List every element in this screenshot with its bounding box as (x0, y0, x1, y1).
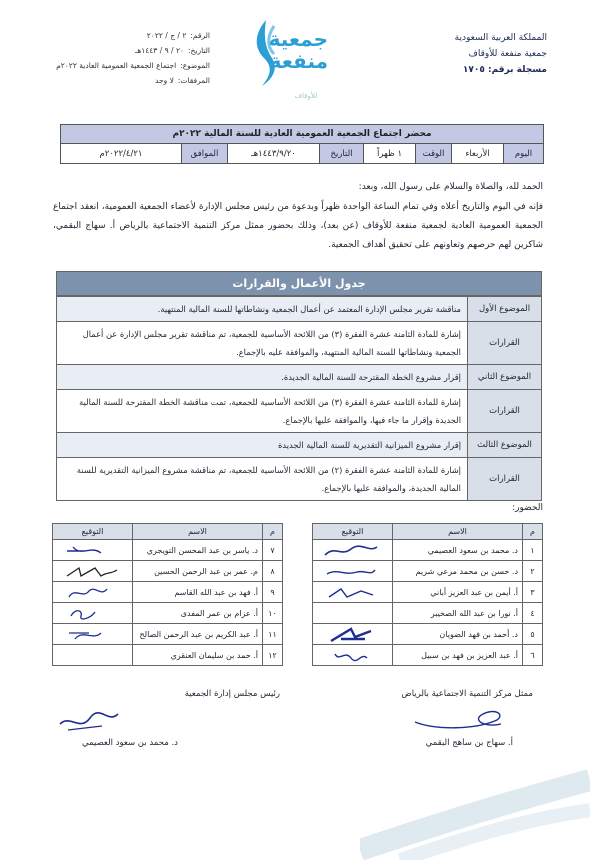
signature-icon (61, 564, 121, 580)
signature-cell (53, 561, 133, 582)
signature-cell (313, 603, 393, 624)
meta-subject: الموضوع: اجتماع الجمعية العمومية العادية ٢٠٢٢م (56, 61, 210, 70)
col-num: م (263, 524, 283, 540)
minutes-title: محضر اجتماع الجمعية العمومية العادية للسنة المالية ٢٠٢٢م (61, 125, 543, 144)
attendee-name: أ. عبد الكريم بن عبد الرحمن الصالح (133, 624, 263, 645)
center-representative-name: أ. سهاج بن ساهج البقمي (425, 738, 513, 748)
table-row: ١٢ أ. حمد بن سليمان العنقري (53, 645, 283, 666)
signature-icon (321, 627, 381, 643)
col-name: الاسم (133, 524, 263, 540)
signature-icon (61, 606, 121, 622)
signature-cell (313, 645, 393, 666)
agenda-table (56, 271, 542, 501)
table-row: ١٠ أ. عزام بن عمر المفدى (53, 603, 283, 624)
time-label: الوقت (415, 144, 451, 163)
attendee-name: أ. حمد بن سليمان العنقري (133, 645, 263, 666)
attendance-label: الحضور: (512, 503, 543, 513)
attendee-name: د. أحمد بن فهد الضويان (393, 624, 523, 645)
agenda-key: الموضوع الأول (467, 297, 541, 321)
table-row: ٩ أ. فهد بن عبد الله القاسم (53, 582, 283, 603)
signature-cell (53, 645, 133, 666)
signature-cell (53, 582, 133, 603)
agenda-row (57, 457, 541, 500)
kingdom-line: المملكة العربية السعودية (454, 33, 547, 43)
table-header-row (53, 524, 283, 540)
date-value: ١٤٤٣/٩/٢٠هـ (227, 144, 319, 163)
agenda-key: القرارات (467, 390, 541, 432)
meta-attachments: المرفقات: لا وجد (155, 76, 210, 85)
agenda-key: القرارات (467, 458, 541, 500)
signature-icon (61, 627, 121, 643)
table-row: ٣ أ. أيمن بن عبد العزيز أباني (313, 582, 543, 603)
org-header (377, 30, 547, 78)
attendee-name: أ. عزام بن عمر المفدى (133, 603, 263, 624)
attendee-name: د. ياسر بن عبد المحسن التويجري (133, 540, 263, 561)
table-row: ٤ أ. نورا بن عبد الله الصخيبر (313, 603, 543, 624)
corresp-value: ٢٠٢٢/٤/٢١م (99, 148, 143, 159)
agenda-row (57, 296, 541, 321)
agenda-value: مناقشة تقرير مجلس الإدارة المعتمد عن أعمال الجمعية ونشاطاتها للسنة المالية المنتهية. (57, 297, 467, 321)
greeting: الحمد لله، والصلاة والسلام على رسول الله، وبعد: (358, 182, 543, 192)
board-chair-title: رئيس مجلس إدارة الجمعية (184, 689, 280, 699)
signature-cell (313, 582, 393, 603)
signature-cell (53, 540, 133, 561)
agenda-value: إشارة للمادة الثامنة عشرة الفقرة (٣) من اللائحة الأساسية للجمعية، تمت مناقشة الخطة المقترحة للسنة المالية الجديدة وإقرار ما جاء فيها، والموافقة عليها بالإجماع. (79, 397, 461, 425)
col-name: الاسم (393, 524, 523, 540)
signature-cell (313, 561, 393, 582)
watermark-icon (360, 770, 590, 860)
day-label: اليوم (503, 144, 543, 163)
attendee-name: أ. نورا بن عبد الله الصخيبر (393, 603, 523, 624)
attendee-name: د. حسن بن محمد مرعي شريم (393, 561, 523, 582)
logo-subtitle: للأوقاف (294, 92, 318, 100)
table-row: ٦ أ. عبد العزيز بن فهد بن سبيل (313, 645, 543, 666)
attendance-table-left (52, 523, 283, 666)
col-signature: التوقيع (313, 524, 393, 540)
signature-icon (321, 648, 381, 664)
logo-wordmark: جمعية منفعة (268, 27, 328, 73)
time-value: ١ ظهراً (363, 144, 415, 163)
agenda-key: الموضوع الثالث (467, 433, 541, 457)
signature-cell (313, 624, 393, 645)
agenda-row (57, 389, 541, 432)
col-signature: التوقيع (53, 524, 133, 540)
corresp-label: الموافق (181, 144, 227, 163)
agenda-row (57, 321, 541, 364)
agenda-value: إقرار مشروع الميزانية التقديرية للسنة المالية الجديدة (57, 433, 467, 457)
attendee-name: أ. أيمن بن عبد العزيز أباني (393, 582, 523, 603)
signature-cell (313, 540, 393, 561)
agenda-row (57, 364, 541, 389)
attendee-name: أ. عبد العزيز بن فهد بن سبيل (393, 645, 523, 666)
table-row: ٢ د. حسن بن محمد مرعي شريم (313, 561, 543, 582)
agenda-value: إقرار مشروع الخطة المقترحة للسنة المالية الجديدة. (57, 365, 467, 389)
agenda-row (57, 432, 541, 457)
minutes-info-row (61, 144, 543, 163)
meta-number: الرقم: ٢ / ج / ٢٠٢٢ (146, 31, 210, 40)
table-row: ١١ أ. عبد الكريم بن عبد الرحمن الصالح (53, 624, 283, 645)
representative-signature-icon (405, 700, 515, 734)
col-num: م (523, 524, 543, 540)
day-value: الأربعاء (451, 144, 503, 163)
center-representative-title: ممثل مركز التنمية الاجتماعية بالرياض (401, 689, 533, 699)
agenda-value: إشارة للمادة الثامنة عشرة الفقرة (٣) من اللائحة الأساسية للجمعية، تم مناقشة تقرير مجلس الإدارة عن أعمال الجمعية ونشاطاتها للسنة المالية المنتهية، والموافقة عليه بالإجماع. (82, 329, 461, 357)
table-row: ٥ د. أحمد بن فهد الضويان (313, 624, 543, 645)
attendee-name: م. عمر بن عبد الرحمن الحسين (133, 561, 263, 582)
chair-signature-icon (54, 704, 124, 738)
attendee-name: د. محمد بن سعود العصيمي (393, 540, 523, 561)
minutes-header-table (60, 124, 544, 164)
table-header-row (313, 524, 543, 540)
agenda-key: القرارات (467, 322, 541, 364)
table-row: ٧ د. ياسر بن عبد المحسن التويجري (53, 540, 283, 561)
signature-icon (321, 585, 381, 601)
attendee-name: أ. فهد بن عبد الله القاسم (133, 582, 263, 603)
signature-icon (61, 585, 121, 601)
signature-icon (61, 543, 121, 559)
agenda-key: الموضوع الثاني (467, 365, 541, 389)
agenda-value: إشارة للمادة الثامنة عشرة الفقرة (٢) من اللائحة الأساسية للجمعية، تم مناقشة مشروع الميزانية التقديرية للسنة المالية الجديدة، والموافقة عليها بالإجماع. (76, 465, 461, 493)
signature-icon (321, 543, 381, 559)
org-name-line: جمعية منفعة للأوقاف (468, 49, 547, 59)
signature-cell (53, 603, 133, 624)
meta-date: التاريخ: ٢٠ / ٩ / ١٤٤٣هـ (135, 46, 210, 55)
letter-meta (20, 28, 210, 88)
attendance-table-right (312, 523, 543, 666)
board-chair-name: د. محمد بن سعود العصيمي (82, 738, 178, 748)
date-label: التاريخ (319, 144, 363, 163)
table-row: ٨ م. عمر بن عبد الرحمن الحسين (53, 561, 283, 582)
intro-paragraph: فإنه في اليوم والتاريخ أعلاه وفي تمام الساعة الواحدة ظهراً وبدعوة من رئيس مجلس الإدارة لأعضاء الجمعية العمومية، انعقد اجتماع الجمعية العمومية العادية لجمعية منفعة للأوقاف (عن بعد)، وذلك بحضور ممثل مركز التنمية الاجتماعية بالرياض أ. سهاج البقمي، شاكرين لهم حرصهم وتعاونهم على تحقيق أهداف الجمعية. (53, 202, 543, 250)
signature-cell (53, 624, 133, 645)
agenda-title: جدول الأعمال والقرارات (57, 272, 541, 296)
registration-line: مسجلة برقم: ١٧٠٥ (462, 65, 547, 75)
signature-icon (321, 564, 381, 580)
table-row: ١ د. محمد بن سعود العصيمي (313, 540, 543, 561)
